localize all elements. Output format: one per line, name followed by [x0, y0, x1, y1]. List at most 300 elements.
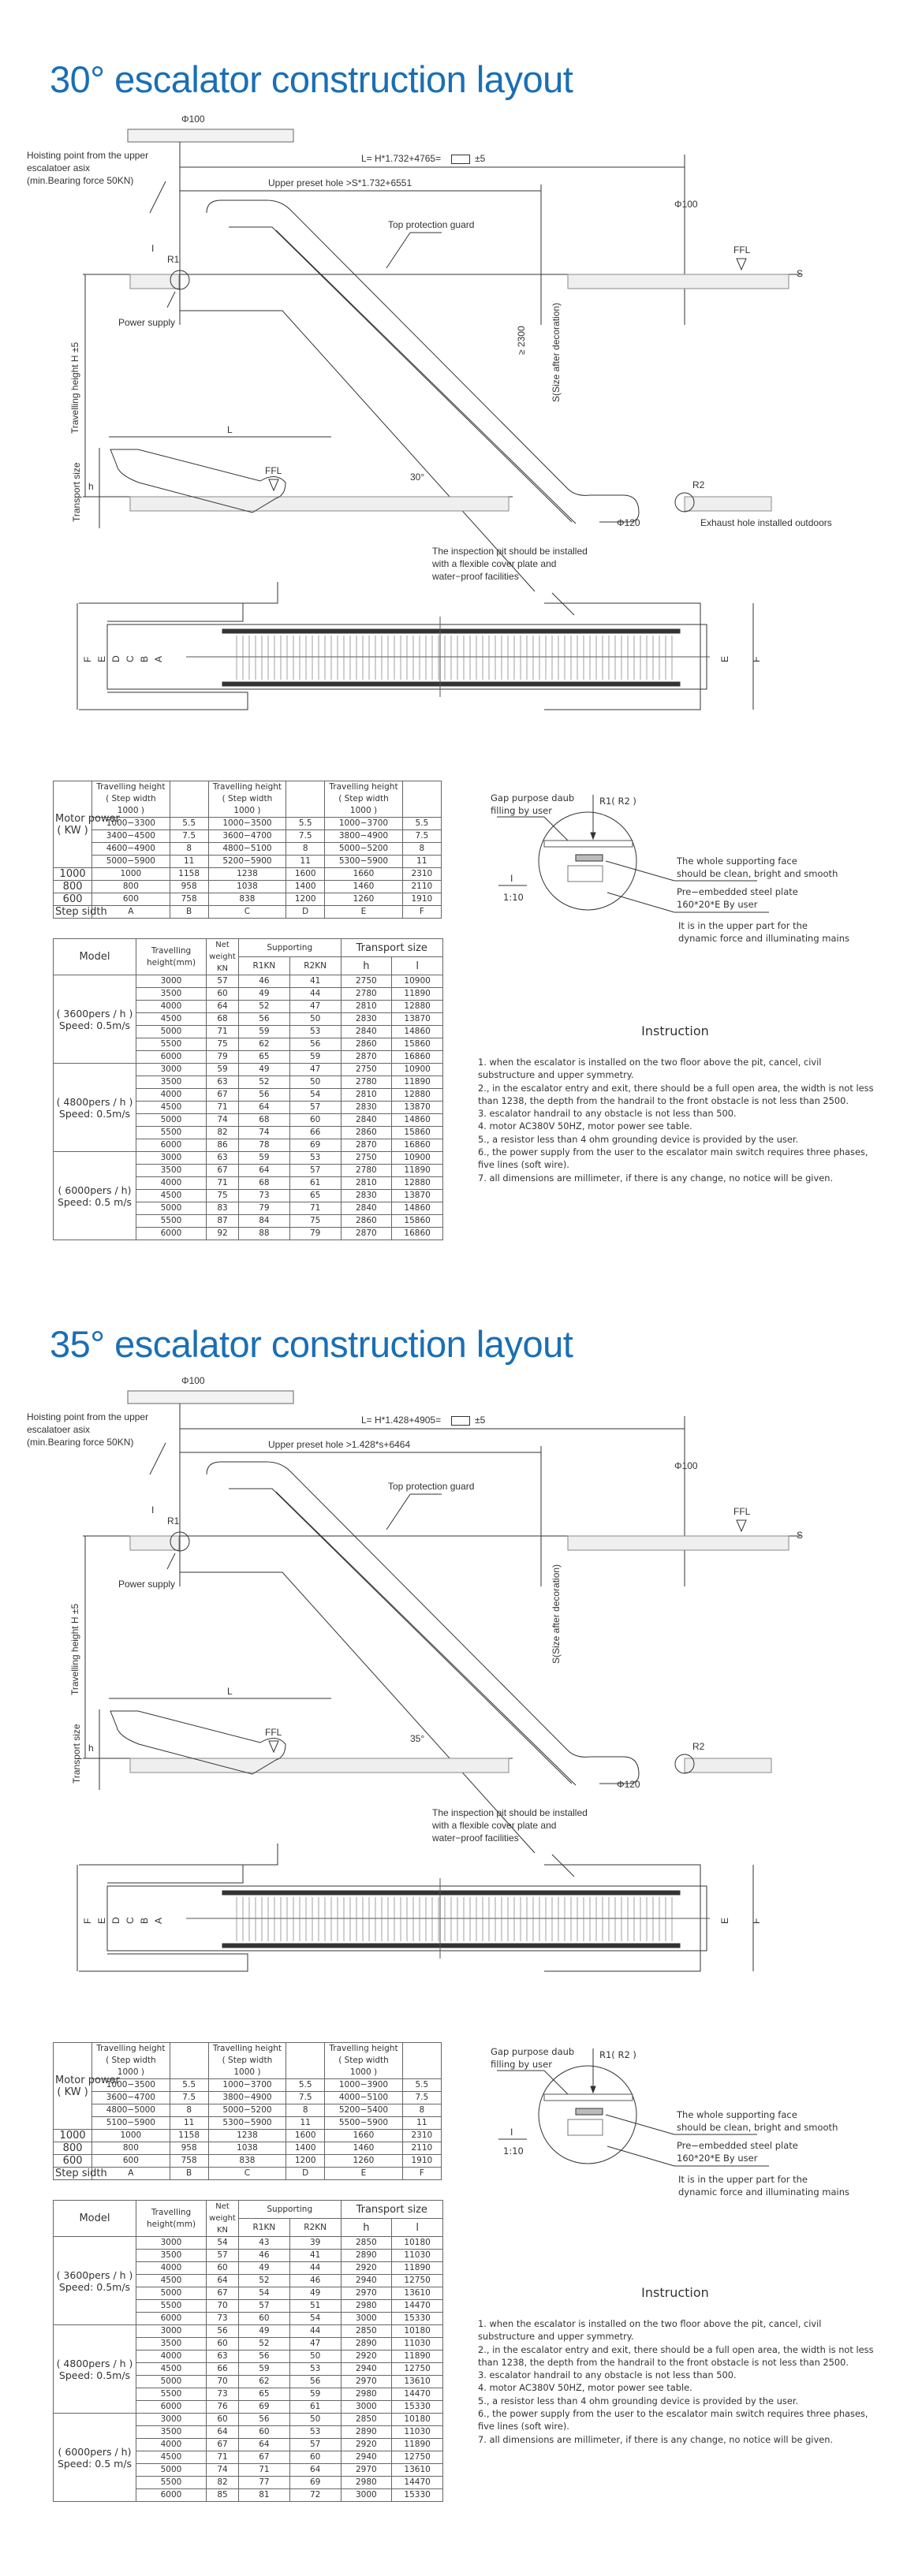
motor-range-row	[54, 2117, 442, 2130]
transport-l: 11890	[392, 2439, 443, 2451]
th-header-line: 1000 )	[233, 806, 261, 815]
motor-range-row	[54, 856, 442, 868]
phi120-label: Φ120	[617, 517, 640, 528]
net-weight: 60	[207, 2414, 239, 2426]
height-range: 5000−5200	[325, 843, 402, 856]
width-value: 1660	[325, 2130, 402, 2142]
phi120-label: Φ120	[617, 1779, 640, 1790]
motor-power-value: 5.5	[286, 2079, 325, 2092]
motor-power-value: 7.5	[286, 2092, 325, 2104]
transport-h: 2830	[341, 1190, 392, 1202]
r2-kn: 44	[289, 988, 341, 1001]
motor-power-value: 5.5	[286, 818, 325, 830]
lower-floor-concrete	[130, 1758, 509, 1773]
transport-l: 16860	[392, 1051, 443, 1064]
instruction-item: 5., a resistor less than 4 ohm grounding device is provided by the user.	[478, 2395, 799, 2406]
transport-l: 11890	[392, 2350, 443, 2363]
transport-h: 3000	[341, 2401, 392, 2414]
dim-letter-b: B	[139, 655, 150, 662]
net-weight-header-line: weight	[209, 952, 236, 961]
motor-power-label-2: ( KW )	[57, 824, 88, 837]
capacity-label: ( 4800pers / h )	[56, 2357, 133, 2369]
plan-view-drawing	[0, 1790, 906, 2003]
width-value: 600	[92, 893, 170, 906]
r1-header: R1KN	[239, 2219, 290, 2237]
th-header-line: Travelling height	[212, 782, 282, 792]
transport-l: 13870	[392, 1102, 443, 1114]
height-range: 1000−3900	[325, 2079, 402, 2092]
th-header-line: 1000 )	[233, 2067, 261, 2077]
r2-kn: 79	[289, 1228, 341, 1240]
step-width-key: Step sidth	[54, 2168, 92, 2180]
height-range: 4800−5100	[208, 843, 286, 856]
th-header-line: 1000 )	[117, 806, 144, 815]
r1-kn: 64	[239, 2439, 290, 2451]
step-width-row	[54, 893, 442, 906]
height-range: 3600−4700	[92, 2092, 170, 2104]
instruction-list	[478, 1056, 880, 1184]
net-weight: 60	[207, 2262, 239, 2275]
th-header-line: Travelling height	[212, 2044, 282, 2053]
top-guard-label: Top protection guard	[388, 219, 475, 230]
motor-power-table	[53, 2042, 442, 2180]
height-range: 1000−3500	[92, 2079, 170, 2092]
instruction-item: 6., the power supply from the user to the escalator main switch requires three phases, five lines (soft wire).	[478, 2408, 868, 2432]
step-width-row	[54, 906, 442, 919]
transport-h: 2870	[341, 1051, 392, 1064]
net-weight: 71	[207, 1177, 239, 1190]
transport-l: 15330	[392, 2313, 443, 2325]
travelling-height: 4500	[136, 1102, 207, 1114]
height-range: 5200−5400	[325, 2104, 402, 2117]
width-value: E	[325, 2168, 402, 2180]
r1-kn: 69	[239, 2401, 290, 2414]
step-width-key: 800	[54, 881, 92, 893]
length-tolerance: ±5	[475, 153, 486, 164]
r2-kn: 50	[289, 1076, 341, 1089]
motor-power-value: 5.5	[402, 2079, 441, 2092]
pit-note-1: The inspection pit should be installed	[432, 546, 588, 557]
r2-kn: 44	[289, 2262, 341, 2275]
detail-scale: 1:10	[503, 892, 524, 903]
step-width-row	[54, 868, 442, 881]
speed-label: Speed: 0.5m/s	[58, 1019, 131, 1031]
r2-kn: 57	[289, 1165, 341, 1177]
r2-kn: 51	[289, 2300, 341, 2313]
net-weight: 82	[207, 2477, 239, 2489]
th-header-line: Travelling height	[329, 2044, 398, 2053]
motor-power-value: 7.5	[170, 830, 208, 843]
width-value: 1660	[325, 868, 402, 881]
transport-l: 12880	[392, 1001, 443, 1013]
r1-kn: 49	[239, 988, 290, 1001]
th-header-line: Travelling height	[96, 782, 166, 792]
motor-power-table	[53, 781, 442, 919]
transport-size-header: Transport size	[341, 2201, 443, 2219]
gap-note-2: filling by user	[491, 2059, 552, 2070]
net-weight-header	[207, 939, 239, 975]
transport-h: 2940	[341, 2363, 392, 2376]
height-range: 5000−5200	[208, 2104, 286, 2117]
motor-power-value: 11	[286, 2117, 325, 2130]
net-weight: 86	[207, 1139, 239, 1152]
transport-size-label: Transport size	[71, 462, 82, 522]
width-value: 1600	[286, 868, 325, 881]
instruction-item: 3. escalator handrail to any obstacle is not less than 500.	[478, 2369, 737, 2381]
r1-kn: 71	[239, 2464, 290, 2477]
r2-kn: 71	[289, 1202, 341, 1215]
transport-h: 2870	[341, 1139, 392, 1152]
hoisting-label-3: (min.Bearing force 50KN)	[27, 175, 134, 186]
transport-h: 2850	[341, 2237, 392, 2250]
r2-label: R2	[692, 1741, 705, 1752]
net-weight: 66	[207, 2363, 239, 2376]
travelling-height: 3500	[136, 2338, 207, 2350]
power-header-blank	[402, 2043, 441, 2079]
net-weight-header-line: KN	[216, 964, 229, 973]
r1-kn: 68	[239, 1114, 290, 1127]
preset-hole-label: Upper preset hole >S*1.732+6551	[268, 177, 412, 188]
travelling-height-header	[208, 2043, 286, 2079]
travelling-height: 6000	[136, 1139, 207, 1152]
transport-l: 15860	[392, 1215, 443, 1228]
travelling-header-line: Travelling	[151, 945, 192, 956]
r1-kn: 65	[239, 2388, 290, 2401]
height-range: 1000−3700	[208, 2079, 286, 2092]
transport-h-label: h	[88, 481, 94, 492]
height-range: 3400−4500	[92, 830, 170, 843]
motor-range-row	[54, 843, 442, 856]
r1-label: R1	[167, 254, 180, 265]
r1-kn: 56	[239, 2414, 290, 2426]
travelling-height: 4500	[136, 2363, 207, 2376]
transport-l: 14860	[392, 1114, 443, 1127]
motor-power-value: 11	[402, 856, 441, 868]
travelling-height: 5500	[136, 1215, 207, 1228]
motor-header-row	[54, 781, 442, 818]
hoisting-label-1: Hoisting point from the upper	[27, 150, 149, 161]
net-weight: 74	[207, 2464, 239, 2477]
load-label: R1( R2 )	[599, 796, 636, 807]
net-weight-header-line: weight	[209, 2214, 236, 2223]
width-value: 1910	[402, 2155, 441, 2168]
transport-l: 10180	[392, 2325, 443, 2338]
upper-note-2: dynamic force and illuminating mains	[678, 2186, 850, 2198]
instruction-item: 1. when the escalator is installed on the two floor above the pit, cancel, civil substructure and upper symmetry.	[478, 2318, 822, 2343]
model-data-row	[54, 1064, 443, 1076]
th-header-line: ( Step width	[106, 2056, 156, 2065]
r2-kn: 56	[289, 1038, 341, 1051]
r1-kn: 54	[239, 2287, 290, 2300]
load-label: R1( R2 )	[599, 2049, 636, 2060]
face-note-2: should be clean, bright and smooth	[677, 2122, 838, 2133]
travelling-height: 6000	[136, 1051, 207, 1064]
motor-power-label-2: ( KW )	[57, 2086, 88, 2098]
net-weight: 73	[207, 2313, 239, 2325]
travelling-height: 6000	[136, 2313, 207, 2325]
r1-kn: 74	[239, 1127, 290, 1139]
length-value-box	[451, 155, 470, 164]
ffl-marker-top	[737, 1520, 746, 1531]
transport-h: 2940	[341, 2451, 392, 2464]
width-value: 1400	[286, 2142, 325, 2155]
r1-kn: 46	[239, 975, 290, 988]
travelling-height: 3500	[136, 2250, 207, 2262]
motor-range-row	[54, 830, 442, 843]
height-range: 4800−5000	[92, 2104, 170, 2117]
dim-letter-f: F	[82, 656, 93, 662]
travelling-height-label: Travelling height H ±5	[69, 1603, 80, 1695]
motor-power-value: 7.5	[402, 830, 441, 843]
r1-kn: 64	[239, 1165, 290, 1177]
r2-kn: 41	[289, 2250, 341, 2262]
phi100-top-label: Φ100	[181, 1375, 205, 1386]
transport-l: 13610	[392, 2376, 443, 2388]
transport-l: 14860	[392, 1202, 443, 1215]
dim-letter-right-e: E	[719, 655, 730, 662]
hoisting-label-3: (min.Bearing force 50KN)	[27, 1437, 134, 1448]
height-range: 1000−3500	[208, 818, 286, 830]
lower-floor-concrete-right	[685, 1758, 771, 1773]
pit-note-3: water−proof facilities	[432, 1832, 519, 1843]
r2-kn: 53	[289, 2426, 341, 2439]
width-value: 1260	[325, 2155, 402, 2168]
section-title: 30° escalator construction layout	[50, 58, 573, 100]
net-weight: 64	[207, 2275, 239, 2287]
travelling-height: 5000	[136, 1026, 207, 1038]
model-capacity-group	[54, 1152, 136, 1240]
r1-kn: 60	[239, 2426, 290, 2439]
length-formula: L= H*1.428+4905=	[361, 1415, 442, 1426]
width-value: C	[208, 2168, 286, 2180]
r2-kn: 60	[289, 2451, 341, 2464]
hoisting-label-1: Hoisting point from the upper	[27, 1411, 149, 1422]
motor-power-value: 11	[170, 856, 208, 868]
width-value: B	[170, 2168, 208, 2180]
travelling-height: 3000	[136, 2414, 207, 2426]
transport-h: 2750	[341, 975, 392, 988]
instruction-list	[478, 2317, 880, 2446]
r1-kn: 88	[239, 1228, 290, 1240]
top-guard-label: Top protection guard	[388, 1481, 475, 1492]
width-value: 2110	[402, 881, 441, 893]
supporting-header: Supporting	[239, 939, 342, 957]
phi100-right-label: Φ100	[674, 199, 698, 210]
gap-note-1: Gap purpose daub	[491, 792, 575, 803]
size-after-decoration: S(Size after decoration)	[551, 302, 562, 402]
travelling-height: 5000	[136, 1114, 207, 1127]
motor-power-value: 7.5	[402, 2092, 441, 2104]
step-width-key: 1000	[54, 2130, 92, 2142]
step-lines	[237, 636, 672, 680]
model-capacity-group	[54, 2237, 136, 2325]
transport-l: 13610	[392, 2464, 443, 2477]
r2-kn: 46	[289, 2275, 341, 2287]
width-value: 1038	[208, 881, 286, 893]
model-capacity-group	[54, 2414, 136, 2502]
net-weight: 57	[207, 2250, 239, 2262]
travelling-height: 5000	[136, 2376, 207, 2388]
transport-h: 2780	[341, 1165, 392, 1177]
s-mark: S	[797, 1530, 804, 1541]
ffl-marker-bottom	[269, 479, 278, 490]
step-width-row	[54, 2155, 442, 2168]
r1-kn: 49	[239, 1064, 290, 1076]
r1-kn: 79	[239, 1202, 290, 1215]
instruction-item: 2., in the escalator entry and exit, there should be a full open area, the width is not less than 1238, the depth from the handrail to the front obstacle is not less than 2500.	[478, 1082, 874, 1106]
lower-floor-concrete-right	[685, 497, 771, 511]
travelling-height: 5000	[136, 2287, 207, 2300]
travelling-height: 4000	[136, 2262, 207, 2275]
detail-mark-top: I	[151, 243, 155, 254]
gap-note-1: Gap purpose daub	[491, 2046, 575, 2057]
travelling-height: 3000	[136, 2237, 207, 2250]
speed-label: Speed: 0.5m/s	[58, 2280, 131, 2293]
travelling-height: 4000	[136, 1177, 207, 1190]
ffl-bottom-label: FFL	[265, 1727, 282, 1738]
dim-letter-a: A	[153, 655, 164, 662]
upper-floor-concrete-right	[568, 274, 789, 289]
transport-h: 2970	[341, 2464, 392, 2477]
r1-kn: 49	[239, 2262, 290, 2275]
travelling-height: 3000	[136, 975, 207, 988]
travelling-height: 5500	[136, 1038, 207, 1051]
travelling-height: 3500	[136, 1076, 207, 1089]
net-weight: 87	[207, 1215, 239, 1228]
th-header-line: 1000 )	[117, 2067, 144, 2077]
ffl-marker-bottom	[269, 1741, 278, 1752]
dim-letter-d: D	[110, 1917, 121, 1924]
power-header-blank	[402, 781, 441, 818]
upper-floor-concrete-right	[568, 1536, 789, 1550]
net-weight: 76	[207, 2401, 239, 2414]
th-header-line: ( Step width	[222, 794, 273, 803]
upper-note-2: dynamic force and illuminating mains	[678, 933, 850, 944]
transport-h: 2860	[341, 1038, 392, 1051]
pit-note-3: water−proof facilities	[432, 571, 519, 582]
width-value: 838	[208, 893, 286, 906]
transport-h: 2980	[341, 2477, 392, 2489]
step-width-key: 600	[54, 2155, 92, 2168]
transport-h: 2920	[341, 2350, 392, 2363]
travelling-height: 4500	[136, 1013, 207, 1026]
motor-power-value: 5.5	[170, 818, 208, 830]
transport-l: 11030	[392, 2338, 443, 2350]
dim-letter-e: E	[96, 655, 107, 662]
r2-kn: 53	[289, 2363, 341, 2376]
dim-letter-c: C	[125, 655, 136, 662]
r1-kn: 52	[239, 2338, 290, 2350]
transport-l: 14470	[392, 2388, 443, 2401]
capacity-label: ( 6000pers / h)	[58, 2445, 132, 2458]
travelling-height-header	[208, 781, 286, 818]
pit-note-2: with a flexible cover plate and	[432, 1820, 557, 1831]
r1-kn: 59	[239, 1152, 290, 1165]
width-value: 958	[170, 2142, 208, 2155]
transport-h: 2890	[341, 2250, 392, 2262]
motor-power-value: 8	[286, 2104, 325, 2117]
transport-h: 2980	[341, 2300, 392, 2313]
r2-kn: 39	[289, 2237, 341, 2250]
transport-l: 11890	[392, 2262, 443, 2275]
motor-power-value: 8	[170, 2104, 208, 2117]
r1-kn: 60	[239, 2313, 290, 2325]
th-header-line: Travelling height	[329, 782, 398, 792]
motor-range-row	[54, 818, 442, 830]
travelling-height: 5000	[136, 1202, 207, 1215]
handrail-top	[222, 629, 680, 633]
net-weight: 83	[207, 1202, 239, 1215]
plate-note-1: Pre−embedded steel plate	[677, 2140, 798, 2151]
dim-letter-d: D	[110, 655, 121, 662]
height-range: 1000−3700	[325, 818, 402, 830]
travelling-height-header	[325, 2043, 402, 2079]
upper-slab	[128, 1391, 293, 1404]
width-value: 800	[92, 2142, 170, 2155]
travelling-height: 4000	[136, 2439, 207, 2451]
detail-mark-top: I	[151, 1504, 155, 1515]
r2-kn: 44	[289, 2325, 341, 2338]
preset-hole-label: Upper preset hole >1.428*s+6464	[268, 1439, 411, 1450]
section-title: 35° escalator construction layout	[50, 1323, 573, 1365]
motor-power-label	[54, 781, 120, 868]
th-header-line: 1000 )	[349, 806, 378, 815]
ffl-marker-top	[737, 259, 746, 270]
width-value: 1238	[208, 868, 286, 881]
motor-range-row	[54, 2092, 442, 2104]
transport-l-label: L	[227, 424, 233, 435]
step-width-row	[54, 2130, 442, 2142]
r1-kn: 56	[239, 1013, 290, 1026]
r1-kn: 64	[239, 1102, 290, 1114]
travelling-height: 3000	[136, 2325, 207, 2338]
width-value: 758	[170, 2155, 208, 2168]
motor-power-label-1: Motor power	[55, 2074, 120, 2086]
travelling-header-line: Travelling	[151, 2207, 192, 2217]
step-width-key: 600	[54, 893, 92, 906]
net-weight: 92	[207, 1228, 239, 1240]
r2-kn: 61	[289, 1177, 341, 1190]
face-note-1: The whole supporting face	[677, 856, 797, 867]
motor-power-value: 7.5	[170, 2092, 208, 2104]
transport-l: 12880	[392, 1177, 443, 1190]
travelling-height: 4000	[136, 1089, 207, 1102]
length-tolerance: ±5	[475, 1415, 486, 1426]
height-range: 5300−5900	[325, 856, 402, 868]
th-header-line: 1000 )	[349, 2067, 378, 2077]
travelling-height: 5500	[136, 2388, 207, 2401]
width-value: 1260	[325, 893, 402, 906]
elevation-drawing	[0, 114, 906, 528]
capacity-label: ( 6000pers / h)	[58, 1184, 132, 1196]
angle-label: 30°	[410, 472, 425, 483]
capacity-label: ( 3600pers / h )	[56, 2268, 133, 2281]
transport-h-label: h	[88, 1743, 94, 1754]
transport-l: 10900	[392, 1064, 443, 1076]
width-value: B	[170, 906, 208, 919]
speed-label: Speed: 0.5m/s	[58, 2369, 131, 2381]
motor-power-label-1: Motor power	[55, 812, 120, 825]
travelling-height: 4000	[136, 2350, 207, 2363]
width-value: 1600	[286, 2130, 325, 2142]
width-value: A	[92, 906, 170, 919]
net-weight: 56	[207, 2325, 239, 2338]
net-weight: 70	[207, 2376, 239, 2388]
net-weight: 75	[207, 1038, 239, 1051]
power-header-blank	[286, 2043, 325, 2079]
r1-kn: 46	[239, 2250, 290, 2262]
section-35-degree	[0, 1293, 906, 2576]
